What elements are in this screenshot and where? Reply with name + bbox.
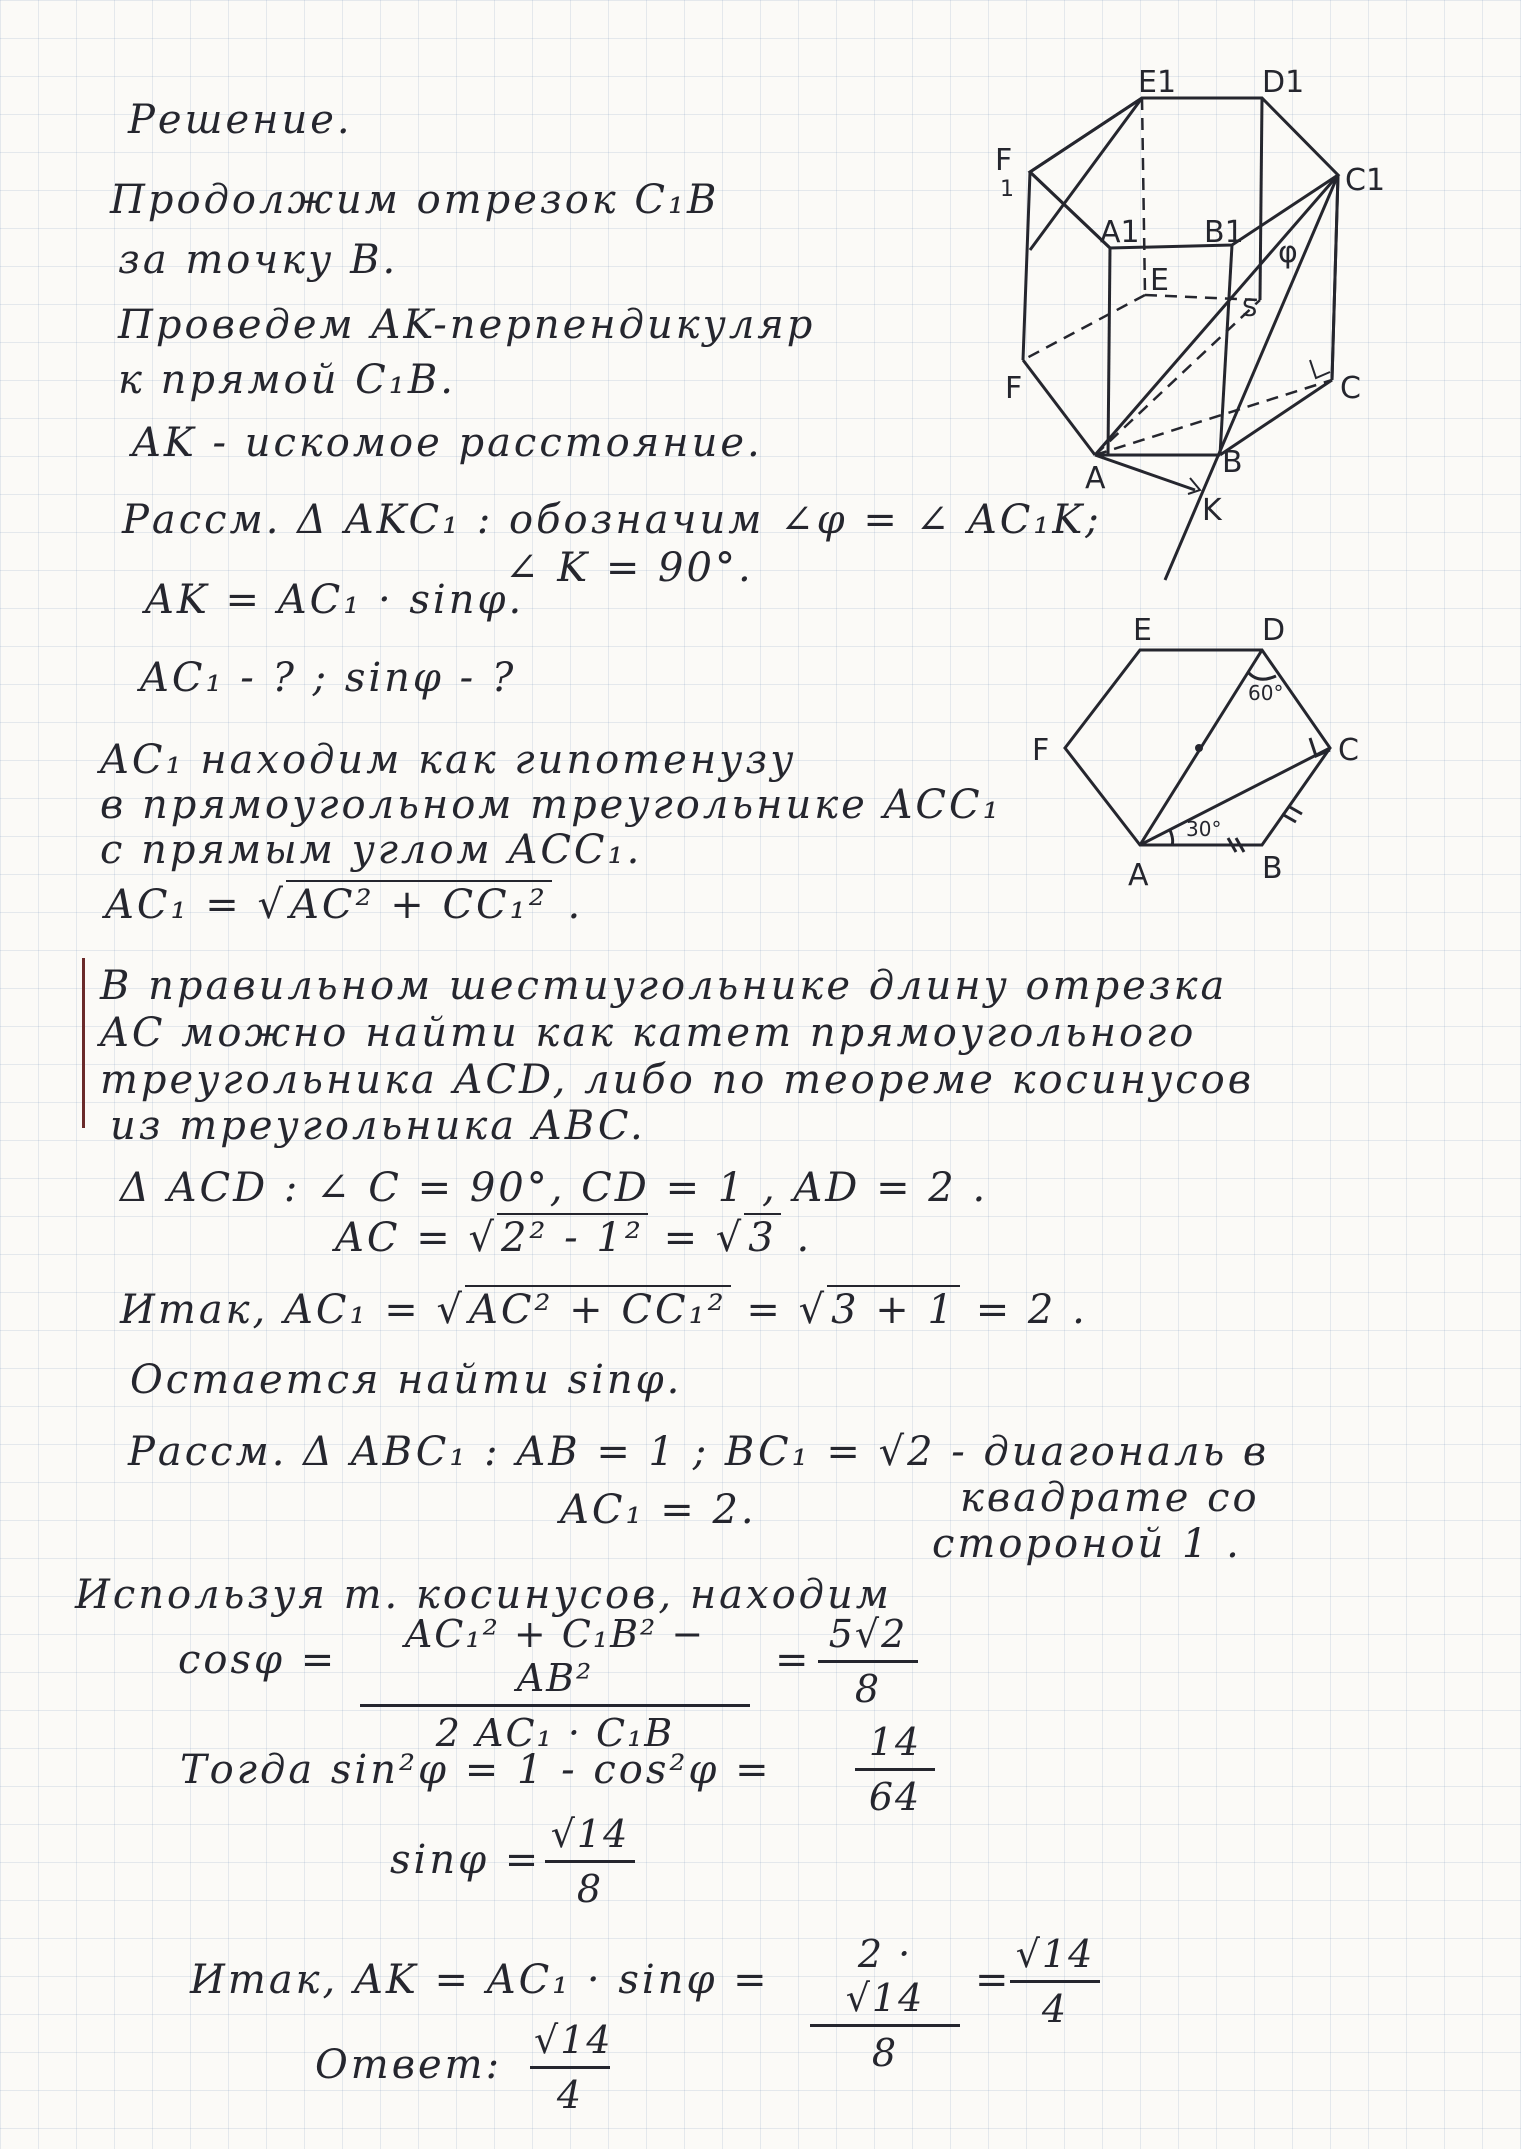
fraction-denominator: 2 AC₁ · C₁B [435,1711,675,1755]
equals: = [975,1957,1012,2003]
sqrt-expression: 3 [744,1213,780,1261]
equals: = [746,1287,783,1333]
text-line: AC₁ находим как гипотенузу [100,737,797,783]
hex-label-d: D [1262,613,1286,648]
text-line: Тогда sin²φ = 1 - cos²φ = [180,1747,772,1793]
label-a: A [1085,461,1106,496]
label-c1: C1 [1345,163,1386,198]
fraction-denominator: 8 [871,2031,899,2075]
line-c1-k [1165,175,1338,580]
text-line: AC₁ - ? ; sinφ - ? [140,655,517,701]
formula-line: Итак, AC₁ = √ AC² + CC₁² = √ 3 + 1 = 2 . [120,1287,1088,1333]
sqrt-expression: 2² - 1² [497,1213,648,1261]
fraction-numerator: 5√2 [818,1612,918,1663]
label-d1: D1 [1262,65,1305,100]
hex-label-f: F [1032,733,1050,768]
text-line: квадрате со [960,1475,1260,1521]
tick-mark [1282,814,1296,822]
sqrt-expression: 3 + 1 [827,1285,960,1333]
answer-label: Ответ: [315,2042,503,2088]
prism-edge [1023,360,1095,455]
prism-edge [1220,245,1232,455]
label-b: B [1222,445,1243,480]
fraction-denominator: 4 [1041,1987,1069,2031]
sqrt-expression: AC² + CC₁² [286,880,552,928]
text-line: Остается найти sinφ. [130,1357,683,1403]
fraction-denominator: 8 [576,1867,604,1911]
text-line: Продолжим отрезок C₁B [110,177,720,223]
text-line: треугольника ACD, либо по теореме косинусов [100,1057,1255,1103]
prism-edge [1108,248,1110,455]
line-a-k [1095,455,1195,490]
right-angle-mark [1310,360,1330,378]
hidden-edge [1142,98,1145,295]
hex-label-b: B [1262,851,1283,886]
text-line: за точку B. [118,237,399,283]
label-c: C [1340,371,1361,406]
solution-title: Решение. [128,97,353,143]
text-line: В правильном шестиугольнике длину отрезка [100,963,1228,1009]
sqrt-expression: AC² + CC₁² [465,1285,731,1333]
tick-mark [1288,806,1302,814]
fraction-denominator: 4 [556,2073,584,2117]
label-k: K [1202,493,1222,528]
angle-label-30: 30° [1186,817,1222,841]
text-line: AC₁ = 2. [560,1487,757,1533]
fraction-numerator: √14 [545,1812,635,1863]
angle-arc-30 [1170,830,1173,845]
text-line: в прямоугольном треугольнике ACC₁ [100,782,1002,828]
text-line: с прямым углом ACC₁. [100,827,643,873]
hex-label-c: C [1338,733,1359,768]
text-line: Δ ACD : ∠ C = 90°, CD = 1 , AD = 2 . [120,1165,989,1211]
prism-edge [1030,98,1142,172]
label-s: S [1242,294,1258,322]
text-line: Рассм. Δ ABC₁ : AB = 1 ; BC₁ = √2 - диагональ в [128,1429,1270,1475]
formula-lhs: AC₁ = [105,882,242,928]
label-f1: F [995,143,1013,178]
fraction-numerator: √14 [530,2018,610,2069]
text-line: ∠ K = 90°. [505,545,754,591]
fraction-numerator: 14 [855,1720,935,1771]
text-line: Используя т. косинусов, находим [75,1572,892,1618]
label-e: E [1150,263,1169,298]
formula-result: = 2 . [975,1287,1088,1333]
label-phi: φ [1278,235,1298,270]
prism-edge [1030,172,1110,248]
prism-edge [1220,380,1332,455]
label-f: F [1005,371,1023,406]
text-line: AK = AC₁ · sinφ. [145,577,525,623]
text-line: к прямой C₁B. [118,357,456,403]
label-e1: E1 [1138,65,1177,100]
hidden-edge [1023,295,1145,360]
formula-lhs: sinφ = [390,1837,542,1883]
formula-lhs: cosφ = [178,1637,338,1683]
label-b1: B1 [1204,215,1244,250]
text-line: AK - искомое расстояние. [132,420,763,466]
text-line: Рассм. Δ AKC₁ : обозначим ∠φ = ∠ AC₁K; [122,497,1102,543]
formula-line: AC₁ = √ AC² + CC₁² . [105,882,584,928]
text-line: Проведем AK-перпендикуляр [118,302,816,348]
label-a1: A1 [1100,215,1140,250]
label-f1-sub: 1 [1000,177,1014,202]
equals: = [775,1637,812,1683]
hidden-edge [1095,300,1260,455]
angle-label-60: 60° [1248,681,1284,705]
hex-label-e: E [1133,613,1152,648]
right-angle-mark [1188,478,1200,494]
text-line: стороной 1 . [932,1521,1242,1567]
hexagon-center [1195,744,1203,752]
prism-edge [1023,172,1030,360]
formula-lhs: AC = [335,1215,453,1261]
text-line: из треугольника ABC. [110,1103,646,1149]
diagonal-ac [1140,748,1330,845]
equals: = [663,1215,701,1261]
hidden-edge [1095,380,1332,455]
hex-label-a: A [1128,858,1149,893]
formula-lhs: Итак, AC₁ = [120,1287,421,1333]
fraction-numerator: √14 [1010,1932,1100,1983]
prism-edge [1260,98,1262,300]
fraction-numerator: AC₁² + C₁B² − AB² [360,1612,750,1707]
line-c1-c [1332,175,1338,380]
formula-line: AC = √ 2² - 1² = √ 3 . [335,1215,813,1261]
fraction-denominator: 64 [868,1775,922,1819]
fraction-numerator: 2 · √14 [810,1932,960,2027]
text-line: AC можно найти как катет прямоугольного [100,1010,1197,1056]
text-line: Итак, AK = AC₁ · sinφ = [190,1957,770,2003]
fraction-denominator: 8 [854,1667,882,1711]
angle-arc-60 [1248,672,1276,679]
